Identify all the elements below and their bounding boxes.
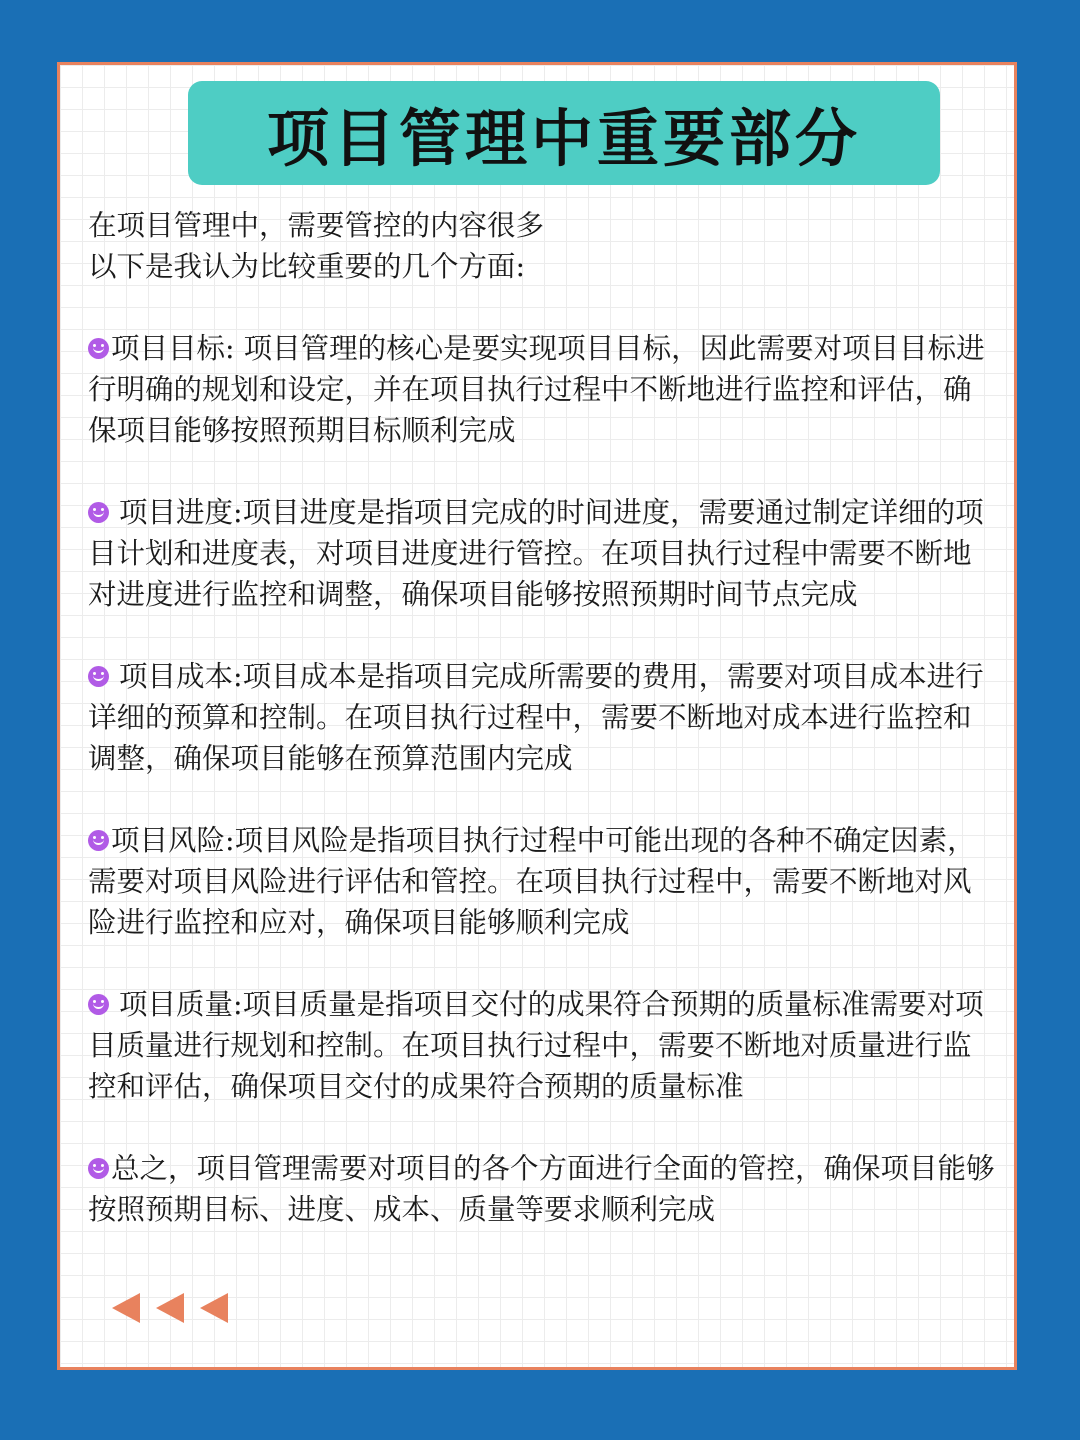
section-quality xyxy=(88,984,998,1107)
section-text: 项目进度:项目进度是指项目完成的时间进度，需要通过制定详细的项目计划和进度表，对项目进度进行管控。在项目执行过程中需要不断地对进度进行监控和调整，确保项目能够按照预期时间节点完成 xyxy=(88,496,984,611)
section-risk xyxy=(88,820,998,943)
section-text: 项目目标: 项目管理的核心是要实现项目目标，因此需要对项目目标进行明确的规划和设定，并在项目执行过程中不断地进行监控和评估，确保项目能够按照预期目标顺利完成 xyxy=(88,332,985,447)
smiley-face-icon xyxy=(88,994,109,1015)
article-body xyxy=(88,205,998,1230)
intro-paragraph xyxy=(88,205,998,287)
left-triangle-arrow-icon xyxy=(112,1293,140,1323)
section-summary xyxy=(88,1148,998,1230)
smiley-face-icon xyxy=(88,666,109,687)
left-triangle-arrow-icon xyxy=(200,1293,228,1323)
smiley-face-icon xyxy=(88,830,109,851)
page-title: 项目管理中重要部分 xyxy=(266,101,861,175)
intro-line-2: 以下是我认为比较重要的几个方面: xyxy=(88,250,526,283)
content-card xyxy=(57,62,1017,1370)
smiley-face-icon xyxy=(88,1158,109,1179)
section-text: 项目风险:项目风险是指项目执行过程中可能出现的各种不确定因素，需要对项目风险进行评估和管控。在项目执行过程中，需要不断地对风险进行监控和应对，确保项目能够顺利完成 xyxy=(88,824,976,939)
smiley-face-icon xyxy=(88,338,109,359)
section-text: 项目成本:项目成本是指项目完成所需要的费用，需要对项目成本进行详细的预算和控制。在项目执行过程中，需要不断地对成本进行监控和调整，确保项目能够在预算范围内完成 xyxy=(88,660,984,775)
title-banner xyxy=(188,81,940,185)
section-text: 项目质量:项目质量是指项目交付的成果符合预期的质量标准需要对项目质量进行规划和控制。在项目执行过程中，需要不断地对质量进行监控和评估，确保项目交付的成果符合预期的质量标准 xyxy=(88,988,984,1103)
section-text: 总之，项目管理需要对项目的各个方面进行全面的管控，确保项目能够按照预期目标、进度、成本、质量等要求顺利完成 xyxy=(88,1152,995,1226)
arrow-decoration xyxy=(112,1293,228,1323)
left-triangle-arrow-icon xyxy=(156,1293,184,1323)
section-goal xyxy=(88,328,998,451)
intro-line-1: 在项目管理中，需要管控的内容很多 xyxy=(88,209,545,242)
smiley-face-icon xyxy=(88,502,109,523)
section-schedule xyxy=(88,492,998,615)
section-cost xyxy=(88,656,998,779)
